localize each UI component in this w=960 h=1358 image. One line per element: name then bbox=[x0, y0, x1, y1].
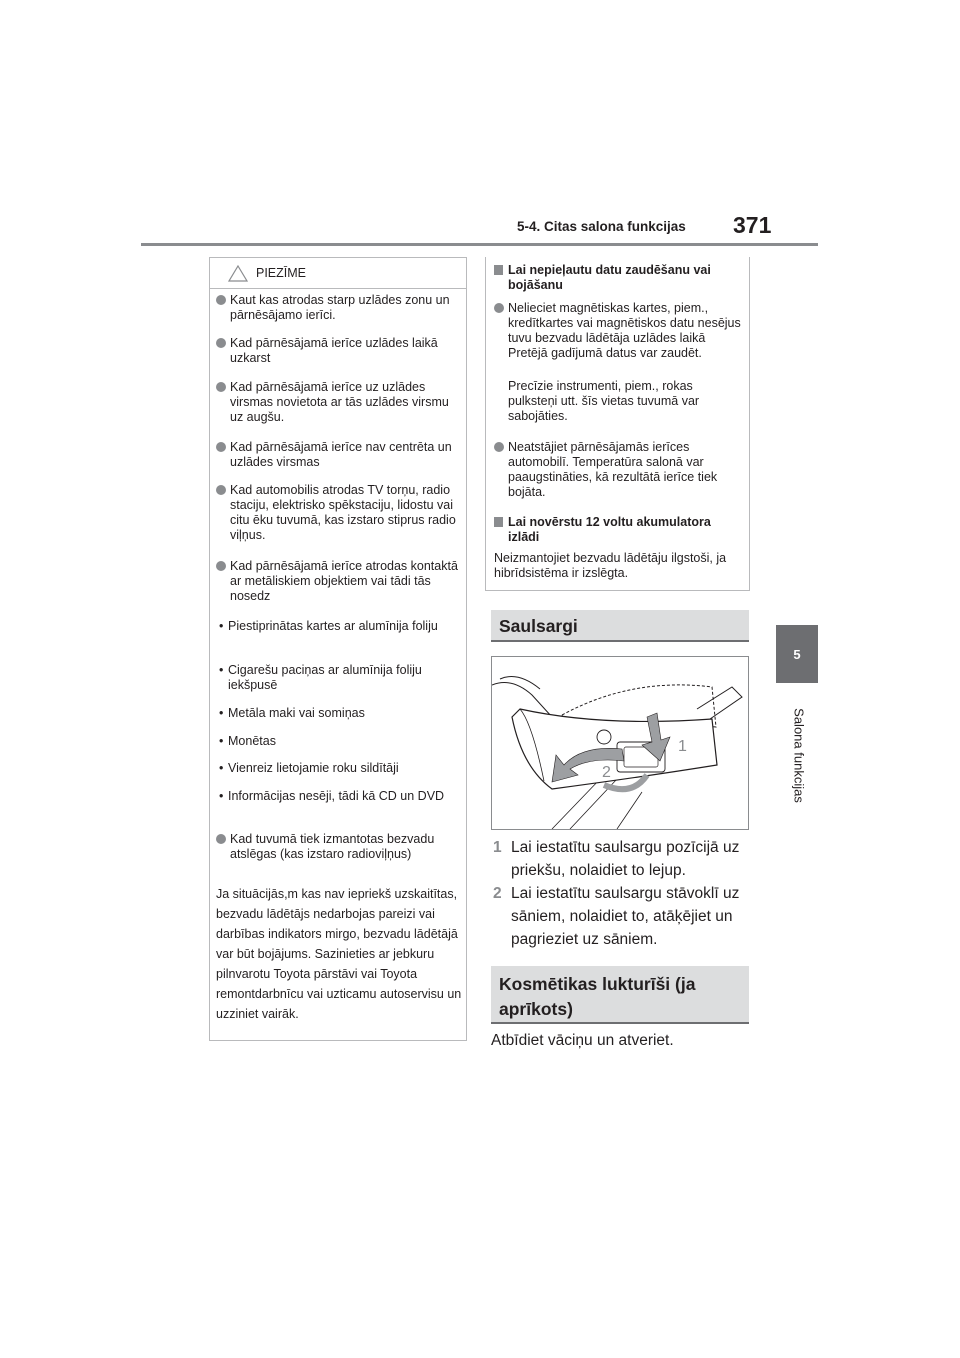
notice-item: Kad pārnēsājamā ierīce nav centrēta un uzlādes virsmas bbox=[216, 440, 462, 470]
notice-paragraph: Ja situācijās,m kas nav iepriekš uzskaitītas, bezvadu lādētājs nedarbojas pareizi vai darbības indikators mirgo, bezvadu lādētājā var būt bojājums. Sazinieties ar jebkuru pilnvarotu Toyota pārstāvi vai Toyota remontdarbnīcu vai uzticamu autoservisu un uzziniet vairāk. bbox=[216, 887, 462, 1021]
info-heading: Lai novērstu 12 voltu akumulatora izlādi bbox=[494, 515, 744, 545]
step-number: 2 bbox=[493, 885, 502, 902]
notice-subitem: • Piestiprinātas kartes ar alumīnija foliju bbox=[219, 619, 438, 633]
chapter-label: Salona funkcijas bbox=[791, 708, 807, 803]
step-text: Lai iestatītu saulsargu pozīcijā uz priekšu, nolaidiet to lejup. bbox=[511, 839, 740, 879]
section-title-vanity-lights: Kosmētikas lukturīši (ja aprīkots) bbox=[491, 966, 749, 1024]
chapter-number: 5 bbox=[793, 646, 801, 662]
callout-1: 1 bbox=[678, 738, 687, 755]
notice-item: Kaut kas atrodas starp uzlādes zonu un pārnēsājamo ierīci. bbox=[216, 293, 462, 323]
section-title-sunvisor: Saulsargi bbox=[491, 610, 749, 642]
warning-icon bbox=[228, 265, 248, 282]
sunvisor-drawing bbox=[492, 657, 749, 830]
page-number: 371 bbox=[733, 212, 772, 238]
notice-item: Kad automobilis atrodas TV torņu, radio staciju, elektrisko spēkstaciju, lidostu vai citu ēku tuvumā, kas izstaro stiprus radio viļņus. bbox=[216, 483, 462, 543]
notice-item: Kad pārnēsājamā ierīce uz uzlādes virsmas novietota ar tās uzlādes virsmu uz augšu. bbox=[216, 380, 462, 425]
section-header: 5-4. Citas salona funkcijas bbox=[517, 219, 686, 234]
callout-2: 2 bbox=[602, 764, 611, 781]
info-box bbox=[485, 257, 750, 591]
vanity-instruction: Atbīdiet vāciņu un atveriet. bbox=[491, 1032, 674, 1049]
info-paragraph: Neizmantojiet bezvadu lādētāju ilgstoši, ja hibrīdsistēma ir izslēgta. bbox=[494, 551, 727, 580]
header-rule bbox=[141, 243, 818, 246]
info-item-continued: Precīzie instrumenti, piem., rokas pulksteņi utt. šīs vietas tuvumā var sabojāties. bbox=[508, 379, 700, 423]
info-item: Neatstājiet pārnēsājamās ierīces automobilī. Temperatūra salonā var paaugstināties, kā rezultātā ierīce tiek bojāta. bbox=[494, 440, 744, 500]
sunvisor-illustration bbox=[491, 656, 749, 830]
notice-subitem: • Metāla maki vai somiņas bbox=[219, 706, 365, 720]
info-heading: Lai nepieļautu datu zaudēšanu vai bojāšanu bbox=[494, 263, 744, 293]
step-item bbox=[493, 836, 753, 882]
step-number: 1 bbox=[493, 839, 502, 856]
notice-subitem: • Cigarešu paciņas ar alumīnija foliju iekšpusē bbox=[219, 663, 422, 692]
chapter-tab bbox=[776, 625, 818, 683]
notice-title: PIEZĪME bbox=[256, 266, 307, 280]
notice-item: Kad pārnēsājamā ierīce atrodas kontaktā ar metāliskiem objektiem vai tādi tās nosedz bbox=[216, 559, 462, 604]
info-item: Nelieciet magnētiskas kartes, piem., kredītkartes vai magnētiskos datu nesējus tuvu bezvadu lādētāja uzlādes laikā Pretējā gadījumā datus var zaudēt. bbox=[494, 301, 744, 361]
notice-subitem: • Monētas bbox=[219, 734, 276, 748]
notice-item: Kad pārnēsājamā ierīce uzlādes laikā uzkarst bbox=[216, 336, 462, 366]
step-text: Lai iestatītu saulsargu stāvoklī uz sāniem, nolaidiet to, atāķējiet un pagrieziet uz sāniem. bbox=[511, 885, 740, 948]
notice-subitem: • Vienreiz lietojamie roku sildītāji bbox=[219, 761, 399, 775]
step-item bbox=[493, 882, 753, 951]
notice-item: Kad tuvumā tiek izmantotas bezvadu atslēgas (kas izstaro radioviļņus) bbox=[216, 832, 462, 862]
notice-header bbox=[210, 258, 466, 289]
notice-subitem: • Informācijas nesēji, tādi kā CD un DVD bbox=[219, 789, 445, 803]
notice-box bbox=[209, 257, 467, 1041]
